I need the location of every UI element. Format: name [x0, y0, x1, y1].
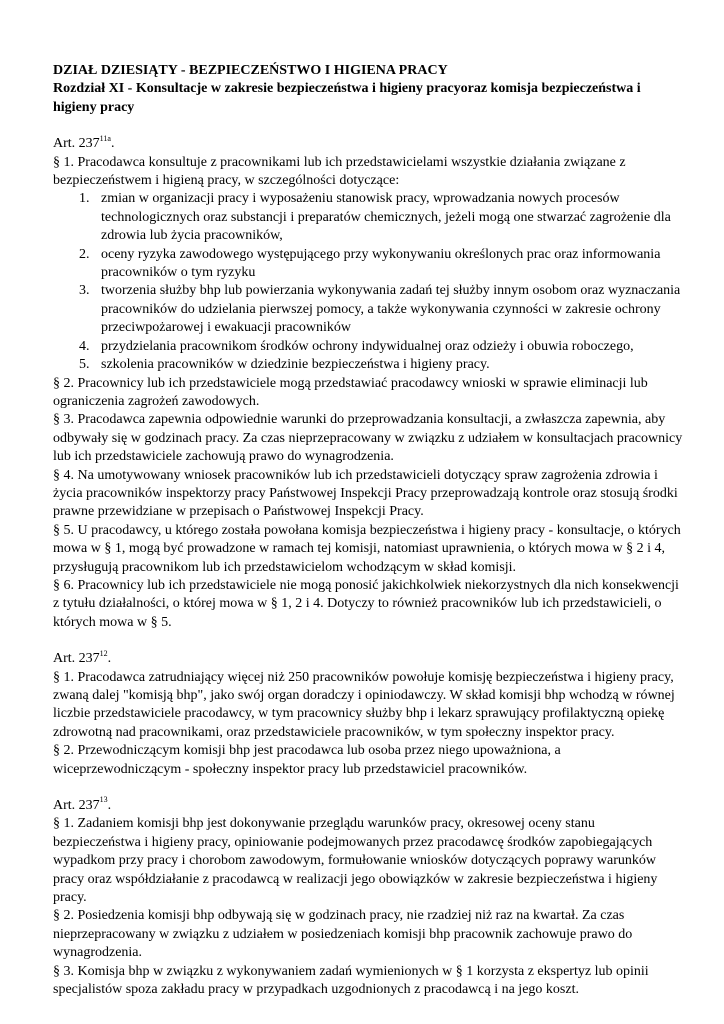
article-label: Art. 237 — [53, 136, 100, 152]
list-item: 1. zmian w organizacji pracy i wyposażeniu stanowisk pracy, wprowadzania nowych procesów technologicznych oraz substancji i preparatów chemicznych, jeżeli mogą one stwarzać zagrożenie dla zdrowia lub życia pracowników, — [93, 190, 684, 245]
article-superscript: 12 — [99, 648, 108, 658]
article-237-13-par-2: § 2. Posiedzenia komisji bhp odbywają się w godzinach pracy, nie rzadziej niż raz na kwartał. Za czas nieprzepracowany w związku z udziałem w posiedzeniach komisji bhp pracownik zachowuje prawo do wynagrodzenia. — [53, 908, 633, 961]
article-237-12-par-2: § 2. Przewodniczącym komisji bhp jest pracodawca lub osoba przez niego upoważniona, a wiceprzewodniczącym - społeczny inspektor pracy lub przedstawiciel pracowników. — [53, 743, 561, 777]
article-superscript: 11a — [99, 133, 111, 143]
article-237-11a-par-1: § 1. Pracodawca konsultuje z pracownikami lub ich przedstawicielami wszystkie działania związane z bezpieczeństwem i higieną pracy, w szczególności dotyczące: — [53, 154, 626, 189]
article-237-12-par-1: § 1. Pracodawca zatrudniający więcej niż 250 pracowników powołuje komisję bezpieczeństwa i higieny pracy, zwaną dalej "komisją bhp", jako swój organ doradczy i opiniodawczy. W skład komisji bhp wchodzą w równej liczbie przedstawiciele pracodawcy, w tym pracownicy służby bhp i lekarz sprawujący profilaktyczną opiekę zdrowotną nad pracownikami, oraz przedstawiciele pracowników, w tym społeczny inspektor pracy. — [53, 669, 675, 740]
list-item: 5. szkolenia pracowników w dziedzinie bezpieczeństwa i higieny pracy. — [93, 356, 684, 374]
article-237-12-heading — [53, 650, 684, 668]
article-237-11a-par-5: § 5. U pracodawcy, u którego została powołana komisja bezpieczeństwa i higieny pracy - konsultacje, o których mowa w § 1, mogą być prowadzone w ramach tej komisji, natomiast uprawnienia, o których mowa w § 2 i 4, przysługują pracownikom lub ich przedstawicielom wchodzącym w skład komisji. — [53, 522, 681, 575]
article-label: Art. 237 — [53, 798, 100, 814]
article-237-11a-list — [53, 190, 684, 374]
article-dot: . — [110, 136, 115, 152]
article-dot: . — [107, 798, 112, 814]
part-title: DZIAŁ DZIESIĄTY - BEZPIECZEŃSTWO I HIGIENA PRACY — [53, 63, 448, 78]
article-label: Art. 237 — [53, 651, 100, 667]
article-237-13-par-3: § 3. Komisja bhp w związku z wykonywaniem zadań wymienionych w § 1 korzysta z ekspertyz lub opinii specjalistów spoza zakładu pracy w przypadkach uzgodnionych z pracodawcą i na jego koszt. — [53, 963, 649, 998]
article-237-11a-heading — [53, 135, 684, 153]
list-item: 4. przydzielania pracownikom środków ochrony indywidualnej oraz odzieży i obuwia roboczego, — [93, 338, 684, 356]
list-item: 2. oceny ryzyka zawodowego występującego przy wykonywaniu określonych prac oraz informowania pracowników o tym ryzyku — [93, 246, 684, 283]
article-237-13-par-1: § 1. Zadaniem komisji bhp jest dokonywanie przeglądu warunków pracy, okresowej oceny stanu bezpieczeństwa i higieny pracy, opiniowanie podejmowanych przez pracodawcę środków zapobiegających wypadkom przy pracy i chorobom zawodowym, formułowanie wniosków dotyczących poprawy warunków pracy oraz współdziałanie z pracodawcą w realizacji jego obowiązków w zakresie bezpieczeństwa i higieny pracy. — [53, 816, 658, 906]
article-237-11a-par-4: § 4. Na umotywowany wniosek pracowników lub ich przedstawicieli dotyczący spraw zagrożenia zdrowia i życia pracowników inspektorzy pracy Państwowej Inspekcji Pracy przeprowadzają kontrole oraz stosują środki prawne przewidziane w przepisach o Państwowej Inspekcji Pracy. — [53, 467, 678, 520]
article-superscript: 13 — [99, 795, 108, 805]
article-237-11a-par-6: § 6. Pracownicy lub ich przedstawiciele nie mogą ponosić jakichkolwiek niekorzystnych dla nich konsekwencji z tytułu działalności, o której mowa w § 1, 2 i 4. Dotyczy to również pracowników lub ich przedstawicieli, o których mowa w § 5. — [53, 577, 679, 630]
article-237-11a-par-2: § 2. Pracownicy lub ich przedstawiciele mogą przedstawiać pracodawcy wnioski w sprawie eliminacji lub ograniczenia zagrożeń zawodowych. — [53, 375, 648, 409]
list-item: 3. tworzenia służby bhp lub powierzania wykonywania zadań tej służby innym osobom oraz wyznaczania pracowników do udzielania pierwszej pomocy, a także wykonywania czynności w zakresie ochrony przeciwpożarowej i ewakuacji pracowników — [93, 282, 684, 337]
article-dot: . — [107, 651, 112, 667]
article-237-13-heading — [53, 797, 684, 815]
chapter-title: Rozdział XI - Konsultacje w zakresie bezpieczeństwa i higieny pracyoraz komisja bezpieczeństwa i higieny pracy — [53, 81, 641, 115]
article-237-11a-par-3: § 3. Pracodawca zapewnia odpowiednie warunki do przeprowadzania konsultacji, a zwłaszcza zapewnia, aby odbywały się w godzinach pracy. Za czas nieprzepracowany w związku z udziałem w konsultacjach pracownicy lub ich przedstawiciele zachowują prawo do wynagrodzenia. — [53, 412, 683, 465]
